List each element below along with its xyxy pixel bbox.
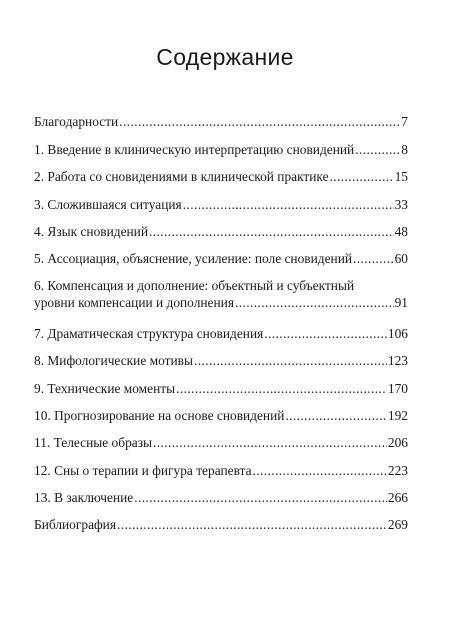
toc-entry-page: 206: [387, 435, 408, 451]
dot-leader: [355, 142, 400, 157]
dot-leader: [134, 490, 387, 505]
dot-leader: [253, 463, 387, 478]
toc-entry-page: 123: [387, 353, 408, 369]
toc-entry-chapter-6: [34, 266, 408, 313]
dot-leader: [285, 408, 386, 423]
toc-entry-title: 5. Ассоциация, объяснение, усиление: поле сновидений: [34, 251, 353, 267]
page-title: Содержание: [156, 44, 294, 70]
dot-leader: [264, 326, 387, 341]
toc-entry-bibliography: [34, 505, 408, 532]
dot-leader: [330, 169, 394, 184]
toc-entry-chapter-9: [34, 368, 408, 395]
toc-entry-page: 106: [387, 325, 408, 341]
dot-leader: [176, 381, 387, 396]
toc-entry-page: 266: [387, 490, 408, 506]
toc-entry-title: Благодарности: [34, 114, 119, 130]
toc-entry-title: Библиография: [34, 517, 117, 533]
toc-entry-page: 192: [387, 407, 408, 423]
toc-entry-page: 33: [394, 196, 408, 212]
toc-entry-title: 9. Технические моменты: [34, 380, 176, 396]
toc-entry-chapter-10: [34, 396, 408, 423]
dot-leader: [353, 251, 394, 266]
toc-entry-title: 10. Прогнозирование на основе сновидений: [34, 407, 285, 423]
dot-leader: [149, 224, 394, 239]
toc-entry-chapter-3: [34, 184, 408, 211]
dot-leader: [183, 197, 394, 212]
toc-entry-page: 15: [394, 169, 408, 185]
toc-entry-page: 269: [387, 517, 408, 533]
toc-entry-title: 3. Сложившаяся ситуация: [34, 196, 182, 212]
toc-entry-chapter-5: [34, 239, 408, 266]
toc-entry-title: 13. В заключение: [34, 490, 134, 506]
dot-leader: [117, 517, 387, 532]
toc-entry-page: 8: [401, 141, 408, 157]
toc-entry-title: 11. Телесные образы: [34, 435, 152, 451]
toc-entry-chapter-8: [34, 341, 408, 368]
toc-entry-chapter-11: [34, 423, 408, 450]
toc-entry-title: 12. Сны о терапии и фигура терапевта: [34, 462, 252, 478]
toc-entry-page: 48: [394, 223, 408, 239]
toc-entry-title: 8. Мифологические мотивы: [34, 353, 193, 369]
toc-entry-continuation: [34, 295, 408, 310]
toc-entry-title-continued: уровни компенсации и дополнения: [34, 295, 234, 311]
toc-entry-chapter-13: [34, 478, 408, 505]
toc-entry-title: 4. Язык сновидений: [34, 223, 149, 239]
dot-leader: [153, 435, 387, 450]
toc-entry-title: 2. Работа со сновидениями в клинической практике: [34, 169, 329, 185]
dot-leader: [194, 353, 387, 368]
toc-entry-chapter-2: [34, 157, 408, 184]
toc-entry-title: 6. Компенсация и дополнение: объектный и субъектный: [34, 278, 355, 294]
toc-entry-chapter-12: [34, 450, 408, 477]
toc-entry-title: 1. Введение в клиническую интерпретацию сновидений: [34, 141, 355, 157]
toc-entry-page: 223: [387, 462, 408, 478]
dot-leader: [235, 295, 394, 310]
toc-entry-chapter-4: [34, 212, 408, 239]
toc-entry-page: 170: [387, 380, 408, 396]
toc-entry-chapter-7: [34, 313, 408, 340]
toc-entry-page: 60: [394, 251, 408, 267]
dot-leader: [119, 114, 400, 129]
toc-entry-page: 7: [401, 114, 408, 130]
toc-entry-title: 7. Драматическая структура сновидения: [34, 325, 264, 341]
toc-entry-page: 91: [394, 295, 408, 311]
toc-entry-chapter-1: [34, 129, 408, 156]
table-of-contents: [34, 102, 408, 532]
toc-entry-acknowledgements: [34, 102, 408, 129]
